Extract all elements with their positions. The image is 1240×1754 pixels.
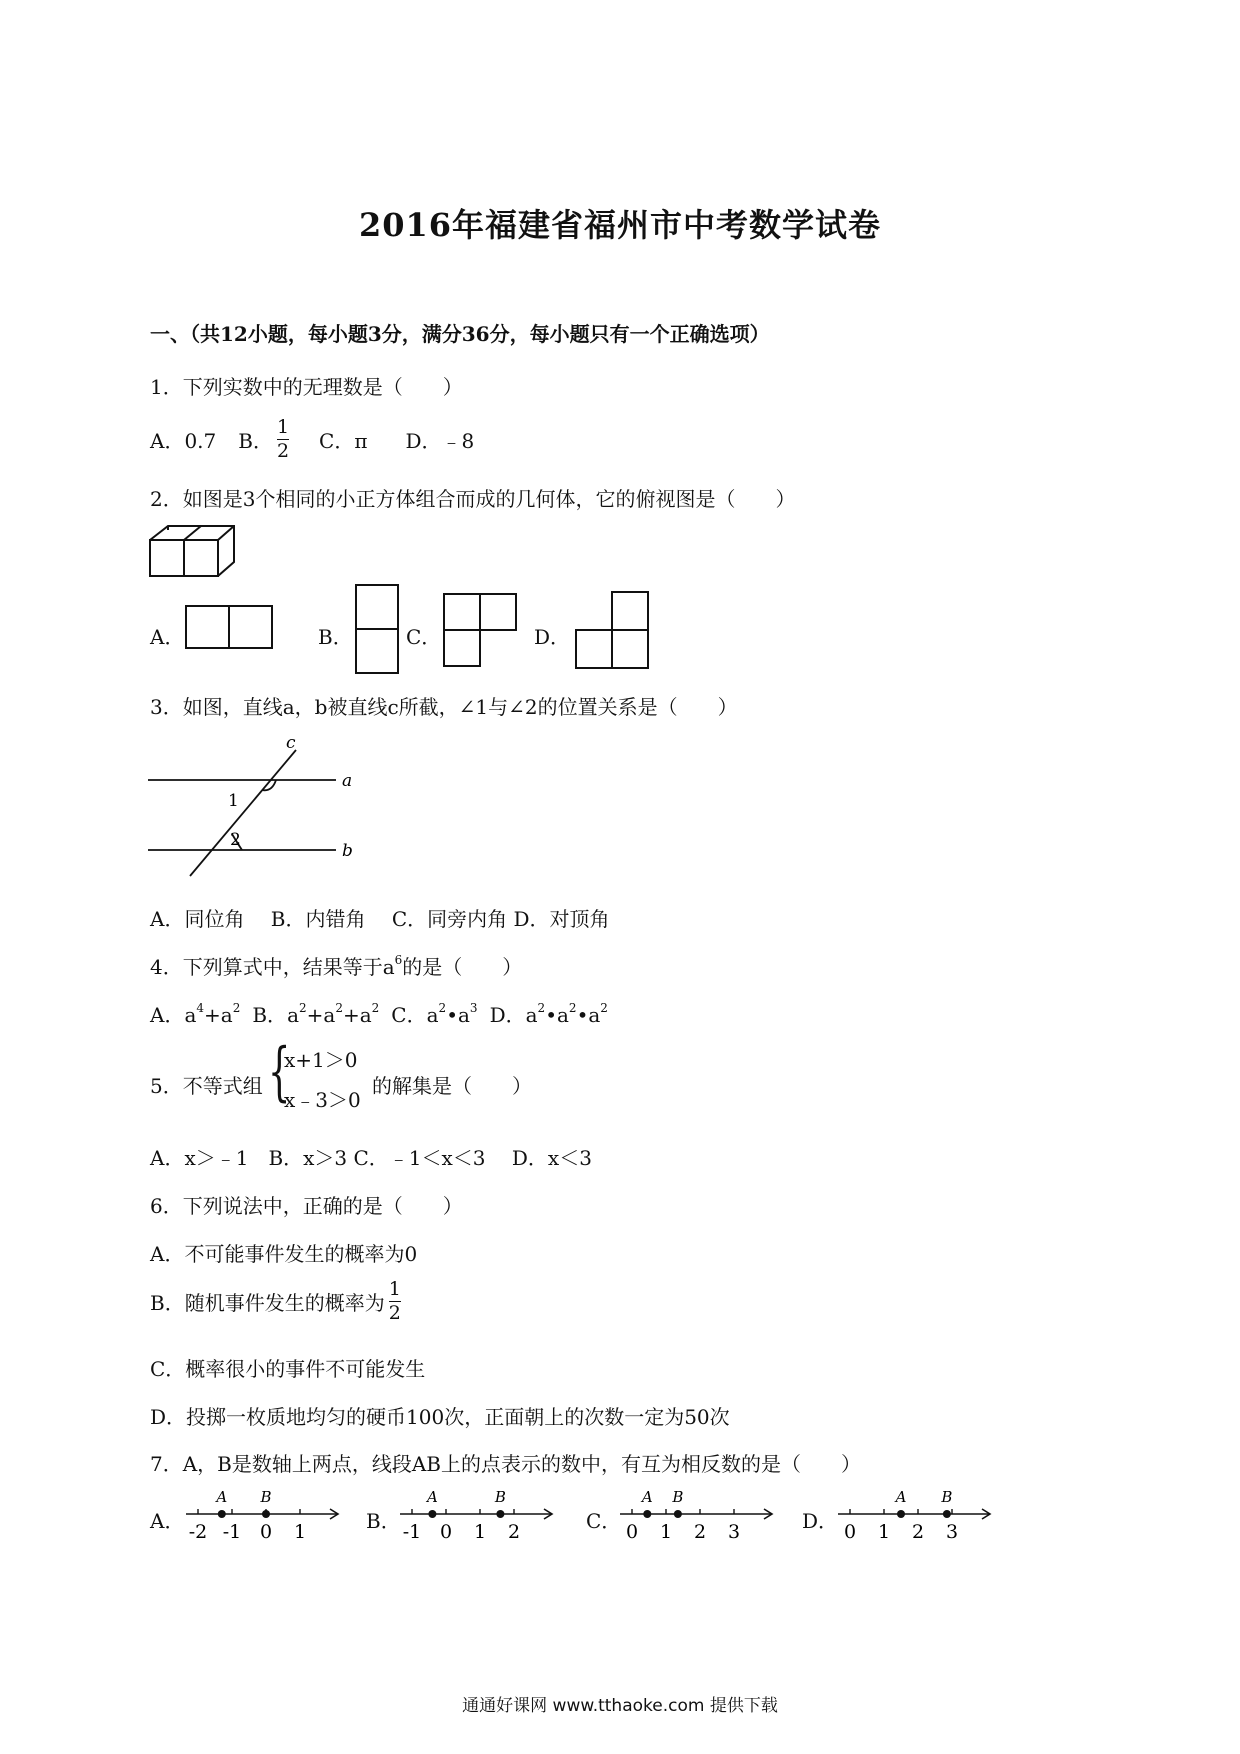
q1-option-b: B． (238, 429, 273, 453)
axis-tick-label: 3 (945, 1521, 959, 1543)
point-a-label: A (895, 1488, 907, 1506)
axis-tick-label: 2 (693, 1521, 707, 1543)
q7-number-line-c (618, 1482, 778, 1552)
axis-tick-label: 3 (727, 1521, 741, 1543)
q4-option-b: B．$a^2+a^2+a^2$ (252, 1001, 380, 1027)
q7-option-c-label: C． (586, 1509, 622, 1533)
q4-option-d: D．$a^2•a^2•a^2$ (489, 1001, 608, 1027)
q1-stem: 1．下列实数中的无理数是（ ） (150, 375, 463, 399)
q4-stem-exponent: 6 (394, 953, 403, 968)
point-b (943, 1510, 951, 1518)
point-a-label: A (426, 1488, 438, 1506)
q7-number-line-d (836, 1482, 1006, 1552)
q6-option-a: A．不可能事件发生的概率为0 (150, 1242, 418, 1266)
q2-option-b-figure (352, 583, 402, 677)
q2-stem: 2．如图是3个相同的小正方体组合而成的几何体，它的俯视图是（ ） (150, 487, 796, 511)
q4-options (150, 999, 620, 1028)
axis-tick-label: 2 (911, 1521, 925, 1543)
axis-tick-label: -1 (222, 1521, 242, 1543)
q5-brace: { (268, 1035, 291, 1109)
point-a-label: A (641, 1488, 653, 1506)
q5-line1: x+1＞0 (284, 1048, 358, 1072)
axis-tick-label: 0 (625, 1521, 639, 1543)
axis-tick-label: 0 (259, 1521, 273, 1543)
q7-option-d-label: D． (802, 1509, 839, 1533)
q7-option-a-label: A． (150, 1509, 185, 1533)
q5-options: A．x＞﹣1 B．x＞3 C．﹣1＜x＜3 D．x＜3 (150, 1146, 592, 1170)
q3-angle-2: 2 (230, 830, 241, 850)
point-a (643, 1510, 651, 1518)
q2-option-d-figure (572, 590, 652, 672)
q3-label-b: b (342, 841, 353, 861)
q2-option-d-label: D． (534, 625, 571, 649)
q5-pre: 5．不等式组 (150, 1074, 263, 1098)
q6-option-b-text: B．随机事件发生的概率为 (150, 1291, 385, 1315)
q1-option-b-fraction (277, 418, 289, 461)
q1-option-c: C．π (319, 429, 368, 453)
q5-post: 的解集是（ ） (372, 1074, 532, 1098)
axis-tick-label: 0 (843, 1521, 857, 1543)
q2-option-a-label: A． (150, 625, 185, 649)
q1-frac-num: 1 (276, 416, 290, 438)
footer-download-note: 通通好课网 www.tthaoke.com 提供下载 (462, 1696, 778, 1716)
q6-stem: 6．下列说法中，正确的是（ ） (150, 1194, 463, 1218)
q1-frac-den: 2 (276, 440, 290, 462)
q7-number-line-b (398, 1482, 558, 1552)
q3-stem: 3．如图，直线a，b被直线c所截，∠1与∠2的位置关系是（ ） (150, 695, 738, 719)
q6-option-c: C．概率很小的事件不可能发生 (150, 1357, 426, 1381)
q3-label-c: c (286, 733, 296, 753)
point-b-label: B (941, 1488, 953, 1506)
point-b-label: B (260, 1488, 272, 1506)
axis-tick-label: 2 (507, 1521, 521, 1543)
q2-option-c-figure (442, 592, 522, 672)
axis-tick-label: 0 (439, 1521, 453, 1543)
axis-tick-label: 1 (659, 1521, 673, 1543)
q2-option-b-label: B． (318, 625, 353, 649)
q6-frac-num: 1 (388, 1278, 401, 1300)
q5-line2: x﹣3＞0 (284, 1088, 361, 1112)
q4-stem-tail: 的是（ ） (402, 955, 523, 979)
point-a (428, 1510, 436, 1518)
q7-stem: 7．A，B是数轴上两点，线段AB上的点表示的数中，有互为相反数的是（ ） (150, 1452, 862, 1476)
axis-tick-label: 1 (293, 1521, 307, 1543)
q4-option-c: C．$a^2•a^3$ (391, 1001, 478, 1027)
point-a (897, 1510, 905, 1518)
q7-number-line-a (184, 1482, 344, 1552)
q3-options: A．同位角 B．内错角 C．同旁内角 D．对顶角 (150, 907, 610, 931)
q3-figure-lines (146, 732, 366, 882)
point-b-label: B (494, 1488, 506, 1506)
q3-label-a: a (342, 771, 353, 791)
q6-frac-den: 2 (388, 1302, 401, 1324)
q7-option-b-label: B． (366, 1509, 401, 1533)
q2-solid-figure (146, 520, 236, 582)
q1-option-a: A．0.7 (150, 429, 217, 453)
point-a (218, 1510, 226, 1518)
axis-tick-label: 1 (877, 1521, 891, 1543)
q1-option-d: D．﹣8 (405, 429, 475, 453)
q6-option-b-fraction (389, 1280, 401, 1323)
q4-stem (150, 951, 522, 980)
point-b (496, 1510, 504, 1518)
axis-tick-label: 1 (473, 1521, 487, 1543)
point-a-label: A (216, 1488, 228, 1506)
q4-option-a: A．$a^4+a^2$ (150, 1001, 241, 1027)
q3-angle-1: 1 (228, 791, 239, 811)
point-b (674, 1510, 682, 1518)
q2-option-c-label: C． (406, 625, 442, 649)
section-heading: 一、（共12小题，每小题3分，满分36分，每小题只有一个正确选项） (150, 322, 770, 346)
axis-tick-label: -1 (402, 1521, 422, 1543)
point-b (262, 1510, 270, 1518)
q4-stem-text: 4．下列算式中，结果等于a (150, 955, 395, 979)
axis-tick-label: -2 (188, 1521, 208, 1543)
q1-options (150, 418, 474, 461)
q2-option-a-figure (184, 602, 276, 652)
q6-option-d: D．投掷一枚质地均匀的硬币100次，正面朝上的次数一定为50次 (150, 1405, 730, 1429)
q6-option-b (150, 1280, 405, 1323)
page-title: 2016年福建省福州市中考数学试卷 (358, 206, 882, 244)
point-b-label: B (672, 1488, 684, 1506)
